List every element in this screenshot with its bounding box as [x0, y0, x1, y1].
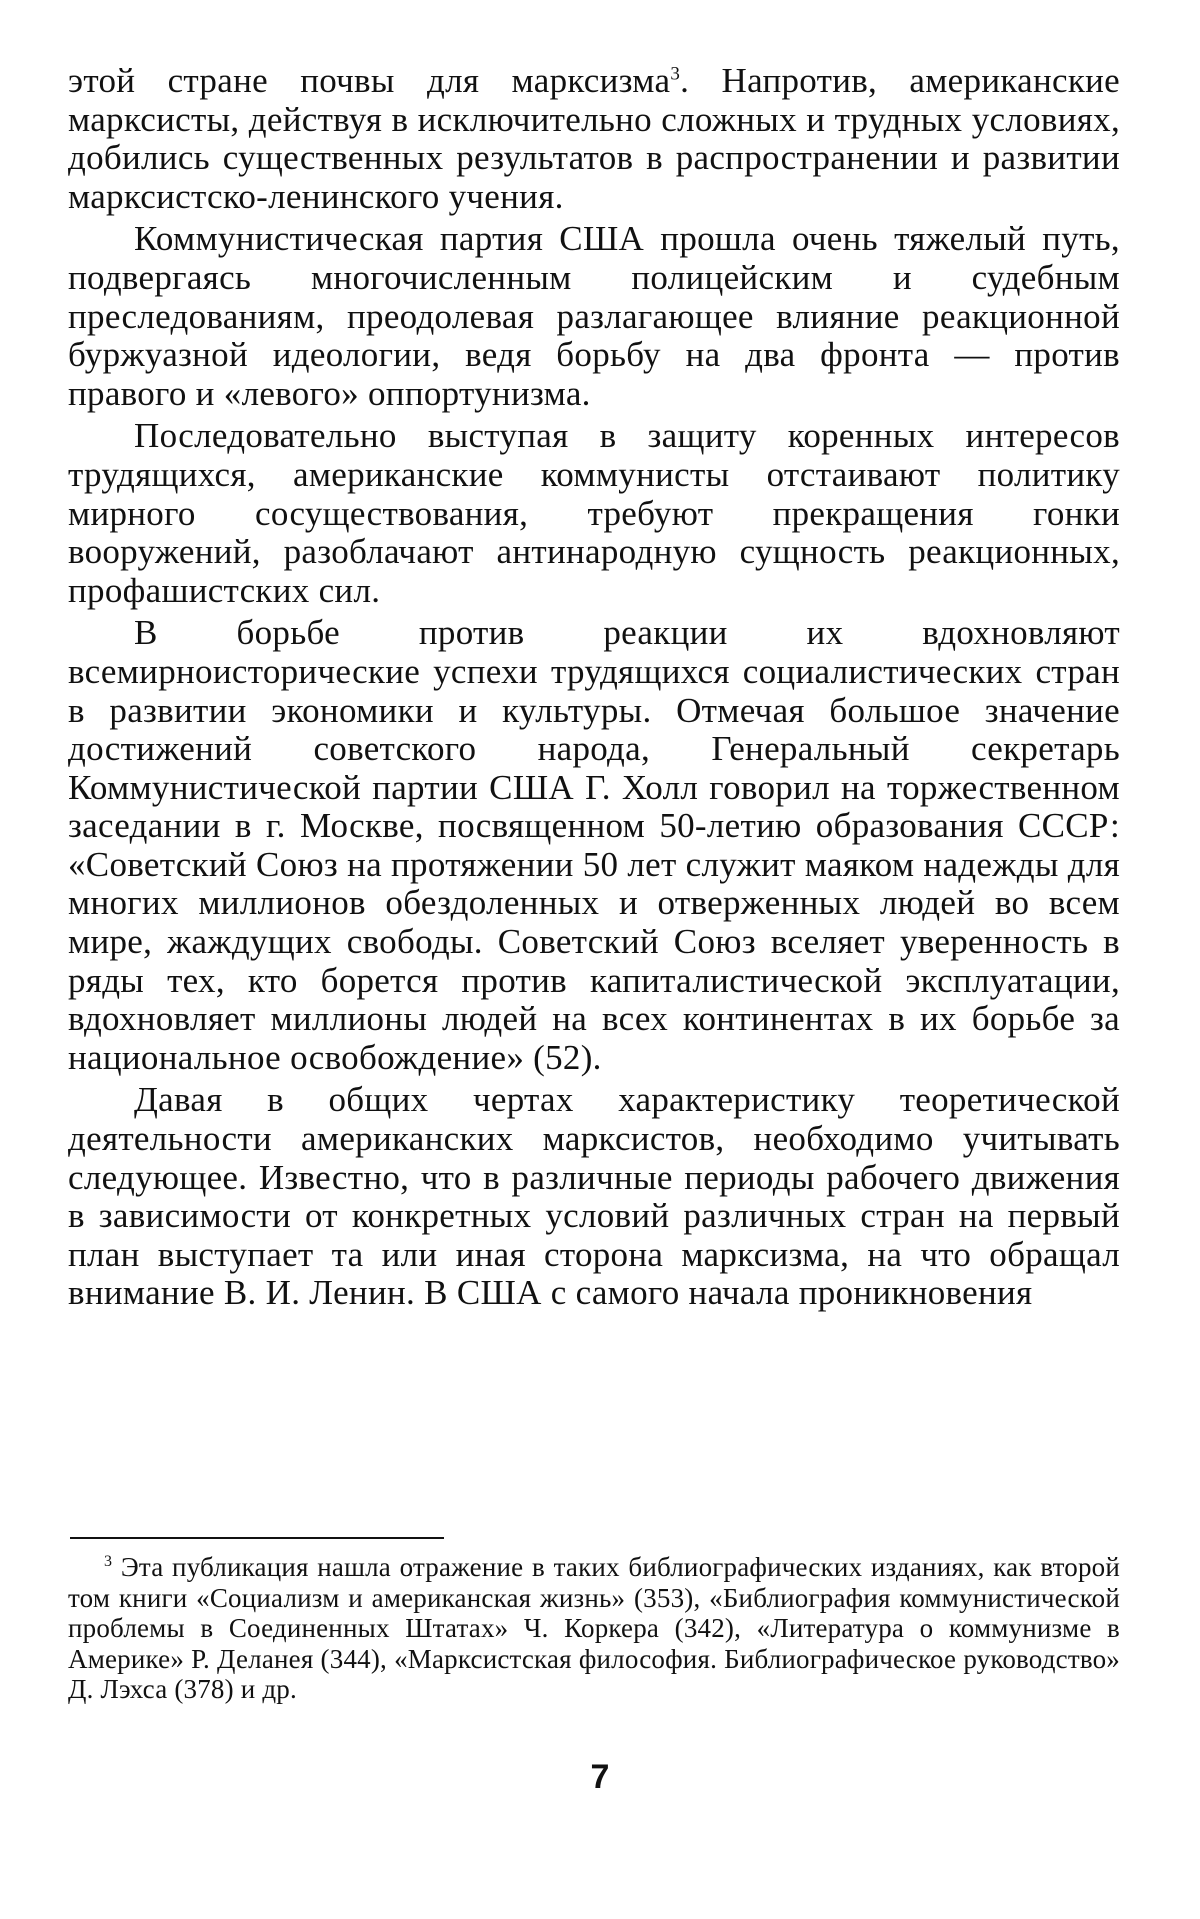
footnote-text: Эта публикация нашла отражение в таких библиографических изданиях, как второй том книги «Социализм и американская жизнь» (353), «Библиография коммунистической проблемы в Соединенных Штатах» Ч. Коркера (342), «Литература о коммунизме в Америке» Р. Деланея (344), «Марксистская философия. Библиографическое руководство» Д. Лэхса (378) и др. — [68, 1552, 1120, 1704]
paragraph-1-text-after: . Напротив, американские марксисты, действуя в исключительно сложных и трудных условиях, добились существенных результатов в распространении и развитии марксистско-ленинского учения. — [68, 61, 1120, 216]
footnote-divider — [70, 1537, 444, 1539]
page-number: 7 — [590, 1758, 610, 1796]
paragraph-1 — [68, 62, 1120, 216]
paragraph-1-text-before: этой стране почвы для марксизма — [68, 61, 671, 100]
paragraph-2: Коммунистическая партия США прошла очень тяжелый путь, подвергаясь многочисленным полицейским и судебным преследованиям, преодолевая разлагающее влияние реакционной буржуазной идеологии, ведя борьбу на два фронта — против правого и «левого» оппортунизма. — [68, 219, 1120, 413]
paragraph-4: В борьбе против реакции их вдохновляют всемирноисторические успехи трудящихся социалистических стран в развитии экономики и культуры. Отмечая большое значение достижений советского народа, Генеральный секретарь Коммунистической партии США Г. Холл говорил на торжественном заседании в г. Москве, посвященном 50-летию образования СССР: «Советский Союз на протяжении 50 лет служит маяком надежды для многих миллионов обездоленных и отверженных людей во всем мире, жаждущих свободы. Советский Союз вселяет уверенность в ряды тех, кто борется против капиталистической эксплуатации, вдохновляет миллионы людей на всех континентах в их борьбе за национальное освобождение» (52). — [68, 613, 1120, 1077]
footnote-reference: 3 — [670, 63, 681, 85]
paragraph-5: Давая в общих чертах характеристику теоретической деятельности американских марксистов, необходимо учитывать следующее. Известно, что в различные периоды рабочего движения в зависимости от конкретных условий различных стран на первый план выступает та или иная сторона марксизма, на что обращал внимание В. И. Ленин. В США с самого начала проникновения — [68, 1080, 1120, 1313]
paragraph-3: Последовательно выступая в защиту коренных интересов трудящихся, американские коммунисты отстаивают политику мирного сосуществования, требуют прекращения гонки вооружений, разоблачают антинародную сущность реакционных, профашистских сил. — [68, 416, 1120, 610]
main-text — [68, 62, 1120, 1313]
footnote — [68, 1552, 1120, 1705]
footnote-marker: 3 — [104, 1553, 113, 1570]
